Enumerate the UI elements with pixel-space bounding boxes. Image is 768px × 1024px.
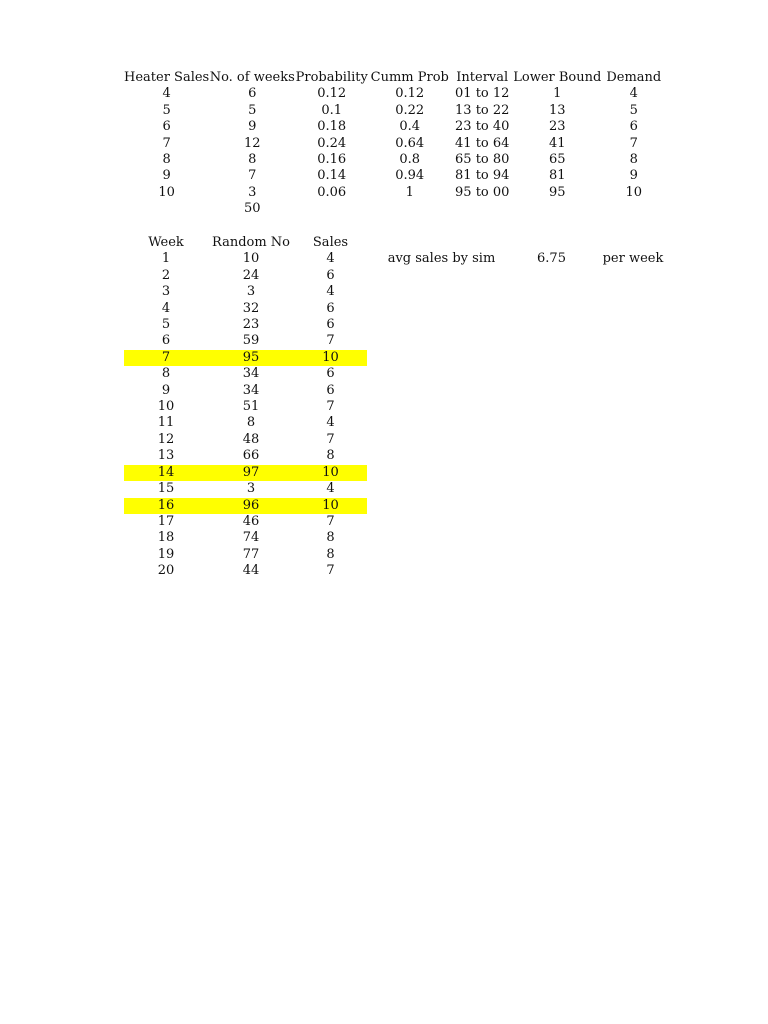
table-cell: 13 [157,448,175,464]
table-cell: 34 [242,382,260,398]
table-cell: 0.12 [317,86,347,102]
table-row [124,399,367,415]
table-cell: 96 [208,498,294,514]
highlighted-table-row [124,498,367,514]
simulation-header-row [124,235,367,251]
table-cell: 12 [157,431,175,447]
table-cell: 8 [162,152,171,168]
table-cell: 46 [242,513,260,529]
table-cell: 0.24 [317,135,347,151]
table-cell: 7 [162,135,171,151]
table-cell: 5 [629,102,638,118]
column-header: Lower Bound [513,70,602,85]
table-cell: 81 to 94 [455,168,510,184]
table-cell: 4 [326,481,335,497]
table-cell: 7 [326,333,335,349]
table-cell: 17 [157,513,175,529]
table-cell: 7 [326,563,335,579]
table-cell: 97 [208,465,294,481]
table-cell: 10 [294,498,367,514]
table-cell: 1 [405,184,414,200]
table-row [124,366,367,382]
table-cell: 10 [625,184,643,200]
table-cell: 3 [248,184,257,200]
table-cell: 0.16 [317,152,347,168]
table-cell: 13 to 22 [455,102,510,118]
distribution-header-row [124,70,666,86]
table-cell: 24 [242,267,260,283]
table-cell: 0.94 [395,168,425,184]
table-cell: 8 [326,448,335,464]
simulation-table [124,235,367,580]
table-cell: 65 to 80 [455,152,510,168]
table-cell: 15 [157,481,175,497]
table-cell: 3 [246,481,256,497]
table-cell: 5 [248,102,257,118]
table-cell: 0.64 [395,135,425,151]
table-cell: 10 [158,184,175,200]
table-cell: 9 [161,382,171,398]
table-cell: 5 [162,102,171,118]
table-cell: 59 [242,333,260,349]
table-cell: 9 [629,168,638,184]
table-row [124,152,666,168]
column-header: Random No [211,235,291,250]
table-cell: 0.1 [321,102,343,118]
table-cell: 01 to 12 [455,86,510,102]
table-cell: 11 [157,415,175,431]
table-row [124,185,666,201]
table-cell: 8 [246,415,256,431]
table-cell: 0.8 [399,152,421,168]
table-cell: 95 [208,350,294,366]
table-cell: 4 [161,300,171,316]
table-cell: 10 [242,251,260,267]
table-cell: 74 [242,530,260,546]
table-cell: 6 [629,119,638,135]
table-cell: 10 [157,399,175,415]
table-cell: 9 [248,119,257,135]
table-cell: 8 [629,152,638,168]
table-cell: 7 [326,513,335,529]
table-row [124,86,666,102]
table-row [124,481,367,497]
table-cell: 5 [161,317,171,333]
table-row [124,251,367,267]
table-row [124,383,367,399]
table-row [124,284,367,300]
column-header: Heater Sales [124,70,210,85]
table-cell: 20 [157,563,175,579]
table-cell: 95 to 00 [455,184,510,200]
table-cell: 10 [294,350,367,366]
table-cell: 6 [326,366,335,382]
table-cell: 8 [248,152,257,168]
table-cell: 95 [549,184,566,200]
column-header: Interval [456,70,509,85]
total-weeks-cell: 50 [243,201,261,217]
total-row [124,201,666,217]
table-cell: 1 [553,86,562,102]
table-cell: 7 [326,399,335,415]
table-cell: 7 [124,350,208,366]
column-header: Cumm Prob [370,70,449,85]
table-cell: 6 [326,300,335,316]
table-cell: 0.06 [317,184,347,200]
column-header: Week [148,235,184,250]
table-cell: 18 [157,530,175,546]
table-cell: 8 [161,366,171,382]
table-cell: 81 [549,168,566,184]
table-cell: 13 [549,102,566,118]
table-cell: 8 [326,530,335,546]
table-row [124,268,367,284]
table-cell: 14 [124,465,208,481]
table-cell: 65 [549,152,566,168]
table-cell: 4 [326,284,335,300]
table-cell: 23 [549,119,566,135]
table-cell: 0.22 [395,102,425,118]
table-cell: 23 to 40 [455,119,510,135]
table-row [124,333,367,349]
table-cell: 41 to 64 [455,135,510,151]
table-cell: 19 [157,546,175,562]
table-row [124,119,666,135]
table-cell: 6 [326,317,335,333]
table-cell: 4 [629,86,638,102]
column-header: No. of weeks [209,70,295,85]
table-row [124,432,367,448]
table-cell: 51 [242,399,260,415]
table-cell: 44 [242,563,260,579]
table-cell: 48 [242,431,260,447]
column-header: Sales [312,235,349,250]
table-row [124,136,666,152]
table-cell: 7 [326,431,335,447]
highlighted-table-row [124,350,367,366]
table-row [124,301,367,317]
table-cell: 23 [242,317,260,333]
column-header: Demand [606,70,662,85]
table-cell: 32 [242,300,260,316]
table-cell: 66 [242,448,260,464]
table-cell: 4 [326,251,335,267]
table-row [124,448,367,464]
table-cell: 12 [243,135,261,151]
table-cell: 0.14 [317,168,347,184]
table-cell: 41 [549,135,566,151]
table-cell: 0.12 [395,86,425,102]
table-cell: 4 [326,415,335,431]
table-cell: 77 [242,546,260,562]
table-cell: 6 [161,333,171,349]
average-sales-label: avg sales by sim [387,251,496,266]
table-row [124,103,666,119]
average-sales-unit: per week [602,251,664,266]
table-cell: 1 [161,251,171,267]
average-sales-summary [376,251,670,267]
table-row [124,547,367,563]
table-cell: 10 [294,465,367,481]
table-cell: 9 [162,168,171,184]
table-row [124,415,367,431]
table-cell: 6 [248,86,257,102]
table-cell: 0.18 [317,119,347,135]
distribution-table [124,70,666,218]
column-header: Probability [295,70,368,85]
table-cell: 7 [629,135,638,151]
empty-cell [124,201,209,217]
table-cell: 7 [248,168,257,184]
table-cell: 16 [124,498,208,514]
table-cell: 4 [162,86,171,102]
table-cell: 6 [326,382,335,398]
table-row [124,317,367,333]
table-cell: 0.4 [399,119,421,135]
table-cell: 8 [326,546,335,562]
table-row [124,514,367,530]
table-cell: 3 [161,284,171,300]
table-cell: 3 [246,284,256,300]
average-sales-value: 6.75 [537,251,566,266]
table-row [124,168,666,184]
table-row [124,563,367,579]
highlighted-table-row [124,465,367,481]
table-cell: 6 [326,267,335,283]
table-cell: 6 [162,119,171,135]
table-cell: 2 [161,267,171,283]
table-row [124,530,367,546]
table-cell: 34 [242,366,260,382]
